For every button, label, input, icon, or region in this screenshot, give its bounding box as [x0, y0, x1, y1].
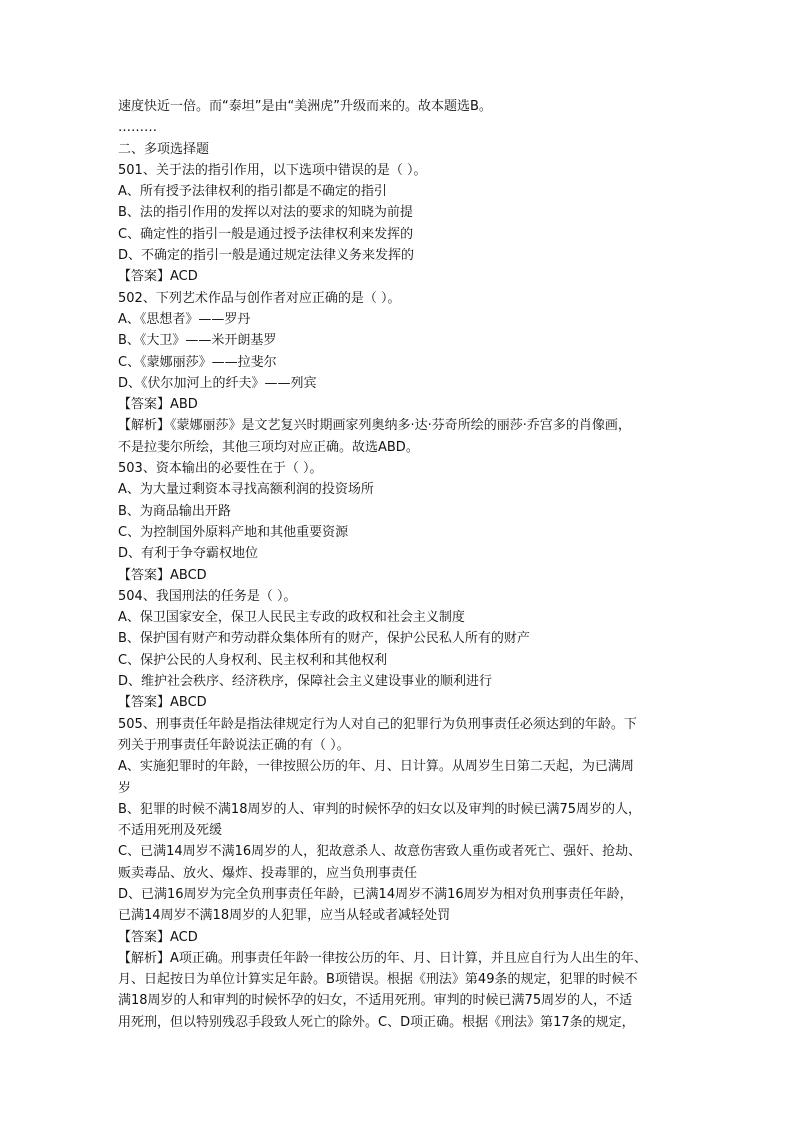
text-line: 【解析】A项正确。刑事责任年龄一律按公历的年、月、日计算，并且应自行为人出生的年、 — [118, 950, 647, 966]
text-line: D、有利于争夺霸权地位 — [118, 546, 259, 562]
text-line: 已满14周岁不满18周岁的人犯罪，应当从轻或者减轻处罚 — [118, 908, 451, 924]
text-line: 503、资本输出的必要性在于（ ）。 — [118, 461, 323, 477]
text-line: 二、多项选择题 — [118, 141, 210, 157]
text-line: C、保护公民的人身权利、民主权利和其他权利 — [118, 652, 388, 668]
text-line: 【答案】ACD — [118, 929, 198, 945]
text-line: B、保护国有财产和劳动群众集体所有的财产，保护公民私人所有的财产 — [118, 631, 530, 647]
text-line: D、维护社会秩序、经济秩序，保障社会主义建设事业的顺利进行 — [118, 674, 493, 690]
text-line: 月、日起按日为单位计算实足年龄。B项错误。根据《刑法》第49条的规定，犯罪的时候不 — [118, 972, 638, 988]
text-line: B、犯罪的时候不满18周岁的人、审判的时候怀孕的妇女以及审判的时候已满75周岁的人， — [118, 801, 642, 817]
text-line: 岁 — [118, 780, 132, 796]
text-line: 501、关于法的指引作用，以下选项中错误的是（ ）。 — [118, 162, 427, 178]
text-line: 【答案】ABCD — [118, 695, 207, 711]
text-line: C、《蒙娜丽莎》——拉斐尔 — [118, 354, 277, 370]
text-line: 贩卖毒品、放火、爆炸、投毒罪的，应当负刑事责任 — [118, 865, 418, 881]
text-line: ……… — [118, 120, 157, 136]
text-line: 速度快近一倍。而“泰坦”是由“美洲虎”升级而来的。故本题选B。 — [118, 99, 492, 114]
text-line: 列关于刑事责任年龄说法正确的有（ ）。 — [118, 737, 350, 753]
text-line: A、所有授予法律权利的指引都是不确定的指引 — [118, 184, 387, 200]
text-line: 502、下列艺术作品与创作者对应正确的是（ ）。 — [118, 290, 401, 306]
text-line: 505、刑事责任年龄是指法律规定行为人对自己的犯罪行为负刑事责任必须达到的年龄。下 — [118, 716, 637, 732]
text-line: D、不确定的指引一般是通过规定法律义务来发挥的 — [118, 248, 415, 264]
text-line: 用死刑，但以特别残忍手段致人死亡的除外。C、D项正确。根据《刑法》第17条的规定， — [118, 1014, 635, 1030]
text-line: C、为控制国外原料产地和其他重要资源 — [118, 524, 349, 540]
text-line: A、实施犯罪时的年龄，一律按照公历的年、月、日计算。从周岁生日第二天起，为已满周 — [118, 759, 634, 775]
text-line: 不是拉斐尔所绘，其他三项均对应正确。故选ABD。 — [118, 439, 419, 455]
text-line: 504、我国刑法的任务是（ ）。 — [118, 588, 297, 604]
text-line: A、为大量过剩资本寻找高额利润的投资场所 — [118, 482, 374, 498]
text-line: D、《伏尔加河上的纤夫》——列宾 — [118, 375, 317, 391]
text-line: A、保卫国家安全，保卫人民民主专政的政权和社会主义制度 — [118, 610, 465, 626]
text-line: 【解析】《蒙娜丽莎》是文艺复兴时期画家列奥纳多·达·芬奇所绘的丽莎·乔宫多的肖像画， — [118, 418, 631, 434]
text-line: B、《大卫》——米开朗基罗 — [118, 333, 277, 349]
text-line: B、为商品输出开路 — [118, 503, 231, 519]
text-line: 【答案】ABCD — [118, 567, 207, 583]
text-line: B、法的指引作用的发挥以对法的要求的知晓为前提 — [118, 205, 413, 221]
document-body — [118, 96, 688, 1033]
text-line: 满18周岁的人和审判的时候怀孕的妇女，不适用死刑。审判的时候已满75周岁的人，不适 — [118, 993, 633, 1009]
text-line: C、已满14周岁不满16周岁的人，犯故意杀人、故意伤害致人重伤或者死亡、强奸、抢劫、 — [118, 844, 642, 860]
text-line: D、已满16周岁为完全负刑事责任年龄，已满14周岁不满16周岁为相对负刑事责任年龄， — [118, 886, 633, 902]
text-line: 【答案】ACD — [118, 269, 198, 285]
text-line: A、《思想者》——罗丹 — [118, 311, 251, 327]
text-line: 不适用死刑及死缓 — [118, 823, 223, 839]
text-line: 【答案】ABD — [118, 397, 198, 413]
text-line: C、确定性的指引一般是通过授予法律权利来发挥的 — [118, 226, 414, 242]
